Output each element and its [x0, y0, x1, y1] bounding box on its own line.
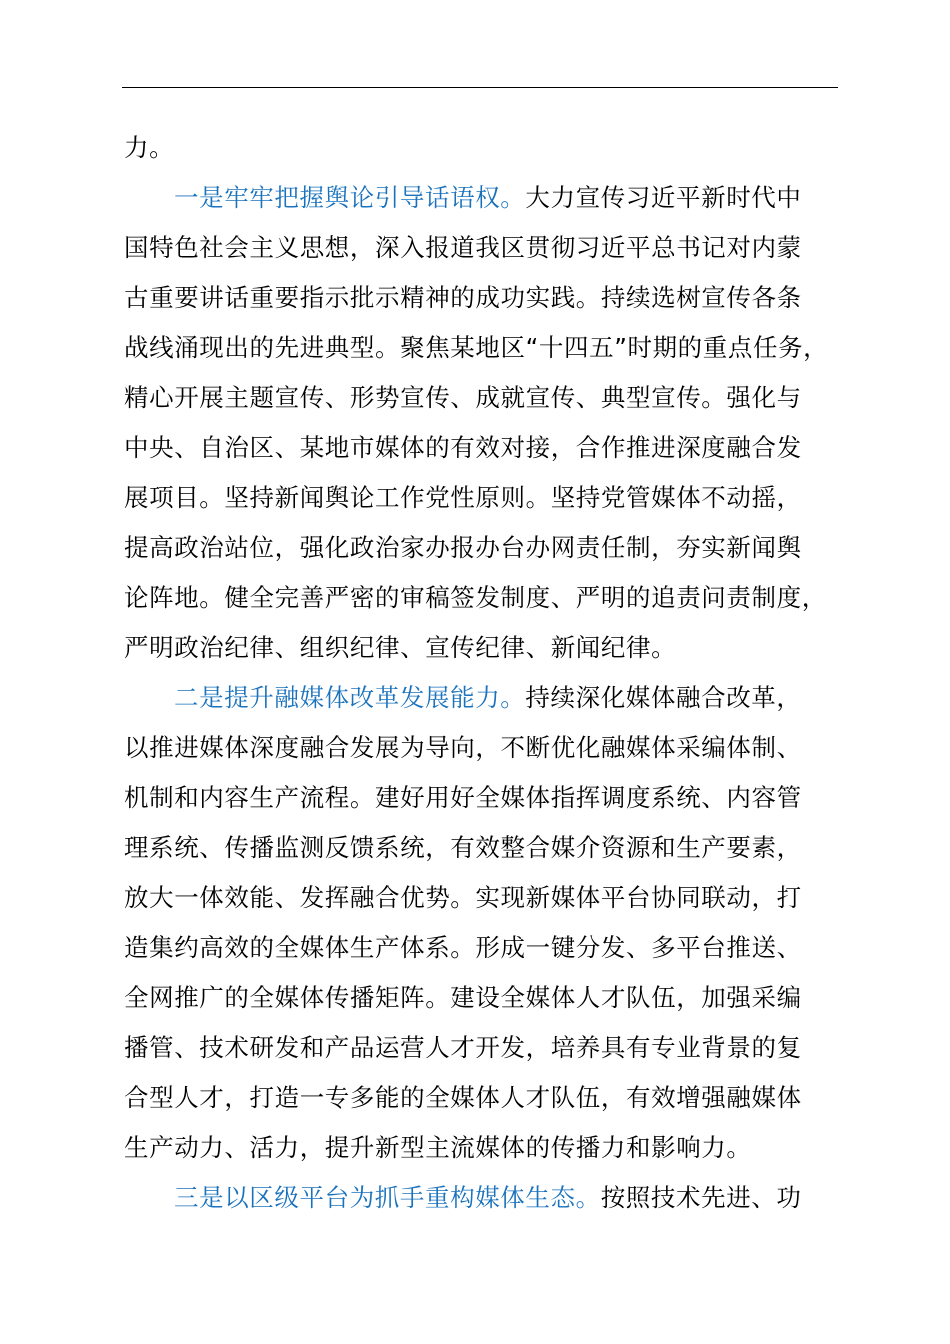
header-rule	[122, 87, 838, 88]
paragraph-text: 持续深化媒体融合改革，	[525, 683, 802, 712]
paragraph-2-first-line	[124, 673, 840, 723]
paragraph-text: 按照技术先进、功	[600, 1183, 802, 1212]
text-line: 合型人才，打造一专多能的全媒体人才队伍，有效增强融媒体	[124, 1083, 802, 1112]
text-line: 播管、技术研发和产品运营人才开发，培养具有专业背景的复	[124, 1033, 802, 1062]
paragraph-heading: 二是提升融媒体改革发展能力。	[174, 683, 526, 712]
text-line: 严明政治纪律、组织纪律、宣传纪律、新闻纪律。	[124, 633, 677, 662]
text-line: 全网推广的全媒体传播矩阵。建设全媒体人才队伍，加强采编	[124, 983, 802, 1012]
text-line: 古重要讲话重要指示批示精神的成功实践。持续选树宣传各条	[124, 283, 802, 312]
paragraph-heading: 一是牢牢把握舆论引导话语权。	[174, 183, 526, 212]
text-line: 力。	[124, 133, 175, 162]
paragraph-heading: 三是以区级平台为抓手重构媒体生态。	[174, 1183, 601, 1212]
text-line: 战线涌现出的先进典型。聚焦某地区“十四五”时期的重点任务，	[124, 333, 829, 362]
text-line: 中央、自治区、某地市媒体的有效对接，合作推进深度融合发	[124, 433, 802, 462]
document-body	[124, 123, 840, 1223]
text-line: 论阵地。健全完善严密的审稿签发制度、严明的追责问责制度，	[124, 583, 827, 612]
text-line: 放大一体效能、发挥融合优势。实现新媒体平台协同联动，打	[124, 883, 802, 912]
paragraph-1-first-line	[124, 173, 840, 223]
text-line: 理系统、传播监测反馈系统，有效整合媒介资源和生产要素，	[124, 833, 802, 862]
text-line: 国特色社会主义思想，深入报道我区贯彻习近平总书记对内蒙	[124, 233, 802, 262]
paragraph-text: 大力宣传习近平新时代中	[525, 183, 802, 212]
text-line: 造集约高效的全媒体生产体系。形成一键分发、多平台推送、	[124, 933, 802, 962]
paragraph-3-first-line	[124, 1173, 840, 1223]
text-line: 生产动力、活力，提升新型主流媒体的传播力和影响力。	[124, 1133, 752, 1162]
text-line: 以推进媒体深度融合发展为导向，不断优化融媒体采编体制、	[124, 733, 802, 762]
text-line: 机制和内容生产流程。建好用好全媒体指挥调度系统、内容管	[124, 783, 802, 812]
text-line: 精心开展主题宣传、形势宣传、成就宣传、典型宣传。强化与	[124, 383, 802, 412]
text-line: 展项目。坚持新闻舆论工作党性原则。坚持党管媒体不动摇，	[124, 483, 802, 512]
text-line: 提高政治站位，强化政治家办报办台办网责任制，夯实新闻舆	[124, 533, 802, 562]
